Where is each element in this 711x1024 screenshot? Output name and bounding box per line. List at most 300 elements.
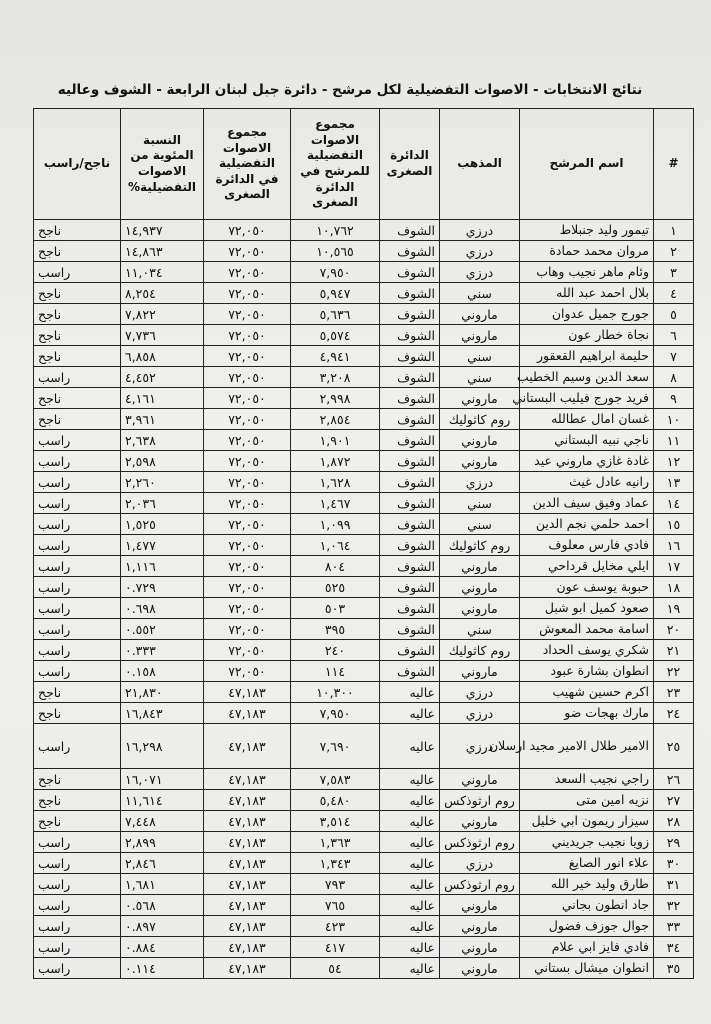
- cell-candidate-name: وئام ماهر نجيب وهاب: [520, 262, 654, 283]
- cell-sect: ماروني: [440, 937, 520, 958]
- cell-district: عاليه: [380, 832, 440, 853]
- cell-district-total: ٤٧,١٨٣: [204, 769, 291, 790]
- table-row: [34, 958, 694, 979]
- table-row: [34, 790, 694, 811]
- cell-district: عاليه: [380, 811, 440, 832]
- table-row: [34, 220, 694, 241]
- cell-candidate-votes: ١,٤٦٧: [291, 493, 380, 514]
- cell-district-total: ٤٧,١٨٣: [204, 937, 291, 958]
- cell-num: ٣: [654, 262, 694, 283]
- cell-candidate-name: نزيه امين متى: [520, 790, 654, 811]
- cell-sect: درزي: [440, 241, 520, 262]
- cell-candidate-votes: ٥٢٥: [291, 577, 380, 598]
- cell-result: راسب: [34, 916, 121, 937]
- cell-candidate-name: مارك بهجات ضو: [520, 703, 654, 724]
- table-row: [34, 811, 694, 832]
- cell-district-total: ٧٢,٠٥٠: [204, 661, 291, 682]
- cell-percentage: ١,١١٦: [121, 556, 204, 577]
- table-row: [34, 661, 694, 682]
- cell-num: ١٠: [654, 409, 694, 430]
- table-row: [34, 472, 694, 493]
- cell-district-total: ٤٧,١٨٣: [204, 958, 291, 979]
- table-row: [34, 388, 694, 409]
- cell-result: راسب: [34, 661, 121, 682]
- cell-sect: روم كاثوليك: [440, 535, 520, 556]
- cell-candidate-name: حبوبة يوسف عون: [520, 577, 654, 598]
- cell-sect: روم ارثوذكس: [440, 874, 520, 895]
- cell-district: الشوف: [380, 598, 440, 619]
- cell-percentage: ٤,١٦١: [121, 388, 204, 409]
- cell-result: ناجح: [34, 409, 121, 430]
- table-row: [34, 514, 694, 535]
- cell-result: راسب: [34, 724, 121, 769]
- cell-district-total: ٧٢,٠٥٠: [204, 325, 291, 346]
- cell-sect: ماروني: [440, 598, 520, 619]
- table-row: [34, 703, 694, 724]
- table-row: [34, 493, 694, 514]
- cell-candidate-name: حليمة ابراهيم القعقور: [520, 346, 654, 367]
- cell-district: عاليه: [380, 703, 440, 724]
- cell-district-total: ٤٧,١٨٣: [204, 811, 291, 832]
- cell-candidate-name: فادي فايز ابي علام: [520, 937, 654, 958]
- cell-sect: ماروني: [440, 958, 520, 979]
- cell-district: عاليه: [380, 958, 440, 979]
- cell-candidate-name: جوال جوزف فضول: [520, 916, 654, 937]
- cell-candidate-name: زويا نجيب جريديني: [520, 832, 654, 853]
- table-header: [34, 109, 694, 220]
- cell-sect: روم ارثوذكس: [440, 832, 520, 853]
- cell-num: ٢٤: [654, 703, 694, 724]
- cell-candidate-name: جاد انطون بجاني: [520, 895, 654, 916]
- cell-district-total: ٤٧,١٨٣: [204, 724, 291, 769]
- cell-candidate-votes: ٧,٩٥٠: [291, 262, 380, 283]
- cell-candidate-name: سعد الدين وسيم الخطيب: [520, 367, 654, 388]
- cell-district: عاليه: [380, 937, 440, 958]
- cell-candidate-name: اسامة محمد المعوش: [520, 619, 654, 640]
- cell-district: الشوف: [380, 283, 440, 304]
- cell-num: ١٤: [654, 493, 694, 514]
- cell-percentage: ٨,٢٥٤: [121, 283, 204, 304]
- cell-result: راسب: [34, 367, 121, 388]
- cell-sect: ماروني: [440, 577, 520, 598]
- cell-district-total: ٧٢,٠٥٠: [204, 430, 291, 451]
- table-body: [34, 220, 694, 979]
- cell-num: ٣٠: [654, 853, 694, 874]
- cell-district: الشوف: [380, 514, 440, 535]
- cell-candidate-votes: ٥,٩٤٧: [291, 283, 380, 304]
- cell-result: راسب: [34, 958, 121, 979]
- cell-result: ناجح: [34, 304, 121, 325]
- table-row: [34, 409, 694, 430]
- cell-result: راسب: [34, 598, 121, 619]
- cell-percentage: ٢,٥٩٨: [121, 451, 204, 472]
- cell-result: راسب: [34, 493, 121, 514]
- cell-percentage: ٣,٩٦١: [121, 409, 204, 430]
- cell-sect: ماروني: [440, 388, 520, 409]
- cell-num: ٥: [654, 304, 694, 325]
- cell-district: عاليه: [380, 916, 440, 937]
- header-row: [34, 109, 694, 220]
- cell-district: عاليه: [380, 724, 440, 769]
- cell-district: الشوف: [380, 535, 440, 556]
- cell-percentage: ٧,٤٤٨: [121, 811, 204, 832]
- cell-num: ٣٥: [654, 958, 694, 979]
- cell-num: ٢٨: [654, 811, 694, 832]
- cell-percentage: ٢,٢٦٠: [121, 472, 204, 493]
- cell-district: الشوف: [380, 577, 440, 598]
- table-row: [34, 535, 694, 556]
- cell-result: راسب: [34, 874, 121, 895]
- cell-candidate-name: نجاة خطار عون: [520, 325, 654, 346]
- cell-num: ٢٥: [654, 724, 694, 769]
- cell-district-total: ٤٧,١٨٣: [204, 916, 291, 937]
- table-row: [34, 262, 694, 283]
- cell-num: ٣٢: [654, 895, 694, 916]
- cell-candidate-votes: ٤,٩٤١: [291, 346, 380, 367]
- cell-percentage: ٢,٨٩٩: [121, 832, 204, 853]
- cell-num: ١٢: [654, 451, 694, 472]
- cell-num: ١٨: [654, 577, 694, 598]
- cell-result: ناجح: [34, 241, 121, 262]
- cell-sect: درزي: [440, 220, 520, 241]
- cell-candidate-votes: ٥,٦٣٦: [291, 304, 380, 325]
- table-row: [34, 682, 694, 703]
- table-row: [34, 346, 694, 367]
- cell-percentage: ٧,٧٣٦: [121, 325, 204, 346]
- cell-candidate-votes: ١,٩٠١: [291, 430, 380, 451]
- cell-percentage: ٠.٨٨٤: [121, 937, 204, 958]
- cell-num: ٧: [654, 346, 694, 367]
- table-row: [34, 640, 694, 661]
- cell-num: ٢١: [654, 640, 694, 661]
- cell-candidate-votes: ٨٠٤: [291, 556, 380, 577]
- table-row: [34, 577, 694, 598]
- table-row: [34, 325, 694, 346]
- cell-candidate-name: ايلي مخايل قرداحي: [520, 556, 654, 577]
- cell-district: عاليه: [380, 874, 440, 895]
- cell-candidate-name: راجي نجيب السعد: [520, 769, 654, 790]
- cell-candidate-name: فريد جورج فيليب البستاني: [520, 388, 654, 409]
- cell-candidate-name: بلال احمد عبد الله: [520, 283, 654, 304]
- cell-sect: ماروني: [440, 451, 520, 472]
- header-result: ناجح/راسب: [34, 109, 121, 220]
- cell-candidate-name: مروان محمد حمادة: [520, 241, 654, 262]
- cell-candidate-votes: ٢,٨٥٤: [291, 409, 380, 430]
- cell-district: عاليه: [380, 682, 440, 703]
- cell-candidate-name: فادي فارس معلوف: [520, 535, 654, 556]
- cell-result: راسب: [34, 640, 121, 661]
- cell-candidate-name: تيمور وليد جنبلاط: [520, 220, 654, 241]
- cell-district: الشوف: [380, 430, 440, 451]
- cell-district-total: ٤٧,١٨٣: [204, 790, 291, 811]
- cell-district: الشوف: [380, 556, 440, 577]
- cell-result: ناجح: [34, 769, 121, 790]
- table-row: [34, 367, 694, 388]
- cell-sect: درزي: [440, 703, 520, 724]
- cell-percentage: ١٤,٨٦٣: [121, 241, 204, 262]
- cell-district: الشوف: [380, 409, 440, 430]
- cell-percentage: ١١,٠٣٤: [121, 262, 204, 283]
- cell-district: عاليه: [380, 790, 440, 811]
- cell-num: ١٩: [654, 598, 694, 619]
- cell-district: الشوف: [380, 619, 440, 640]
- cell-sect: سني: [440, 367, 520, 388]
- cell-percentage: ١٦,٠٧١: [121, 769, 204, 790]
- table-row: [34, 241, 694, 262]
- cell-candidate-name: غسان امال عطالله: [520, 409, 654, 430]
- cell-candidate-name: اكرم حسين شهيب: [520, 682, 654, 703]
- table-row: [34, 895, 694, 916]
- cell-candidate-name: جورج جميل عدوان: [520, 304, 654, 325]
- cell-candidate-votes: ٥,٤٨٠: [291, 790, 380, 811]
- cell-district-total: ٤٧,١٨٣: [204, 874, 291, 895]
- cell-candidate-votes: ٥٤: [291, 958, 380, 979]
- cell-candidate-name: عماد وفيق سيف الدين: [520, 493, 654, 514]
- cell-result: ناجح: [34, 388, 121, 409]
- cell-district-total: ٧٢,٠٥٠: [204, 220, 291, 241]
- cell-num: ١: [654, 220, 694, 241]
- cell-percentage: ٠.١٥٨: [121, 661, 204, 682]
- cell-sect: ماروني: [440, 916, 520, 937]
- cell-candidate-votes: ١,٦٢٨: [291, 472, 380, 493]
- cell-sect: ماروني: [440, 325, 520, 346]
- table-row: [34, 832, 694, 853]
- cell-result: راسب: [34, 514, 121, 535]
- cell-percentage: ١,٦٨١: [121, 874, 204, 895]
- cell-district-total: ٧٢,٠٥٠: [204, 241, 291, 262]
- cell-num: ١٣: [654, 472, 694, 493]
- header-district: الدائرة الصغرى: [380, 109, 440, 220]
- cell-district-total: ٧٢,٠٥٠: [204, 283, 291, 304]
- cell-num: ٩: [654, 388, 694, 409]
- cell-num: ٢٣: [654, 682, 694, 703]
- cell-district-total: ٧٢,٠٥٠: [204, 514, 291, 535]
- cell-percentage: ٠.٥٦٨: [121, 895, 204, 916]
- header-candidate-votes: مجموع الاصوات التفضيلية للمرشح في الدائرة الصغرى: [291, 109, 380, 220]
- cell-candidate-name: غادة غازي ماروني عيد: [520, 451, 654, 472]
- table-row: [34, 556, 694, 577]
- cell-candidate-votes: ١٠,٥٦٥: [291, 241, 380, 262]
- cell-num: ٢٩: [654, 832, 694, 853]
- header-candidate-name: اسم المرشح: [520, 109, 654, 220]
- cell-candidate-name: ناجي نبيه البستاني: [520, 430, 654, 451]
- cell-district: الشوف: [380, 241, 440, 262]
- cell-candidate-votes: ١١٤: [291, 661, 380, 682]
- cell-sect: درزي: [440, 472, 520, 493]
- cell-num: ٢٧: [654, 790, 694, 811]
- cell-percentage: ١٦,٢٩٨: [121, 724, 204, 769]
- results-table: [33, 108, 694, 979]
- cell-sect: سني: [440, 493, 520, 514]
- cell-percentage: ١٦,٨٤٣: [121, 703, 204, 724]
- cell-percentage: ٢,٦٣٨: [121, 430, 204, 451]
- table-row: [34, 283, 694, 304]
- cell-district-total: ٧٢,٠٥٠: [204, 409, 291, 430]
- cell-district: الشوف: [380, 472, 440, 493]
- cell-sect: ماروني: [440, 769, 520, 790]
- cell-district: الشوف: [380, 346, 440, 367]
- cell-candidate-votes: ١٠,٧٦٢: [291, 220, 380, 241]
- cell-percentage: ٠.١١٤: [121, 958, 204, 979]
- cell-result: ناجح: [34, 703, 121, 724]
- cell-district: الشوف: [380, 325, 440, 346]
- cell-sect: روم ارثوذكس: [440, 790, 520, 811]
- cell-candidate-name: صعود كميل ابو شبل: [520, 598, 654, 619]
- cell-sect: روم كاثوليك: [440, 640, 520, 661]
- cell-candidate-votes: ٣,٢٠٨: [291, 367, 380, 388]
- table-row: [34, 874, 694, 895]
- cell-district: الشوف: [380, 661, 440, 682]
- cell-sect: ماروني: [440, 430, 520, 451]
- cell-district-total: ٧٢,٠٥٠: [204, 556, 291, 577]
- cell-result: راسب: [34, 832, 121, 853]
- header-sect: المذهب: [440, 109, 520, 220]
- cell-district-total: ٤٧,١٨٣: [204, 895, 291, 916]
- cell-district-total: ٧٢,٠٥٠: [204, 598, 291, 619]
- cell-result: ناجح: [34, 346, 121, 367]
- cell-candidate-votes: ٤٢٣: [291, 916, 380, 937]
- cell-num: ٤: [654, 283, 694, 304]
- cell-result: راسب: [34, 535, 121, 556]
- table-row: [34, 598, 694, 619]
- cell-percentage: ٧,٨٢٢: [121, 304, 204, 325]
- cell-num: ٣٣: [654, 916, 694, 937]
- cell-result: ناجح: [34, 682, 121, 703]
- cell-percentage: ٢,٨٤٦: [121, 853, 204, 874]
- cell-sect: ماروني: [440, 895, 520, 916]
- cell-sect: روم كاثوليك: [440, 409, 520, 430]
- cell-candidate-votes: ٧,٥٨٣: [291, 769, 380, 790]
- cell-result: راسب: [34, 472, 121, 493]
- cell-candidate-name: علاء انور الصايغ: [520, 853, 654, 874]
- cell-percentage: ٠.٦٩٨: [121, 598, 204, 619]
- cell-result: راسب: [34, 577, 121, 598]
- cell-percentage: ٠.٣٣٣: [121, 640, 204, 661]
- cell-sect: سني: [440, 514, 520, 535]
- header-district-total: مجموع الاصوات التفضيلية في الدائرة الصغرى: [204, 109, 291, 220]
- cell-district-total: ٧٢,٠٥٠: [204, 346, 291, 367]
- cell-result: راسب: [34, 853, 121, 874]
- cell-district-total: ٤٧,١٨٣: [204, 853, 291, 874]
- cell-candidate-votes: ١٠,٣٠٠: [291, 682, 380, 703]
- cell-result: ناجح: [34, 790, 121, 811]
- cell-candidate-votes: ٣٩٥: [291, 619, 380, 640]
- cell-candidate-name: شكري يوسف الحداد: [520, 640, 654, 661]
- cell-district-total: ٧٢,٠٥٠: [204, 472, 291, 493]
- cell-district: عاليه: [380, 769, 440, 790]
- cell-result: راسب: [34, 430, 121, 451]
- cell-num: ٢٢: [654, 661, 694, 682]
- cell-candidate-votes: ٤١٧: [291, 937, 380, 958]
- cell-sect: ماروني: [440, 304, 520, 325]
- table-row: [34, 769, 694, 790]
- cell-district-total: ٧٢,٠٥٠: [204, 577, 291, 598]
- cell-percentage: ١,٤٧٧: [121, 535, 204, 556]
- cell-candidate-votes: ١,٠٦٤: [291, 535, 380, 556]
- cell-candidate-name: الامير طلال الامير مجيد ارسلان: [520, 724, 654, 769]
- cell-district-total: ٧٢,٠٥٠: [204, 493, 291, 514]
- cell-num: ٨: [654, 367, 694, 388]
- cell-percentage: ٠.٧٢٩: [121, 577, 204, 598]
- cell-sect: ماروني: [440, 556, 520, 577]
- cell-result: ناجح: [34, 811, 121, 832]
- table-row: [34, 619, 694, 640]
- cell-num: ١٥: [654, 514, 694, 535]
- cell-district-total: ٤٧,١٨٣: [204, 832, 291, 853]
- header-num: #: [654, 109, 694, 220]
- cell-percentage: ٠.٥٥٢: [121, 619, 204, 640]
- cell-sect: درزي: [440, 262, 520, 283]
- cell-candidate-votes: ١,٠٩٩: [291, 514, 380, 535]
- cell-sect: ماروني: [440, 661, 520, 682]
- cell-result: ناجح: [34, 220, 121, 241]
- cell-result: راسب: [34, 556, 121, 577]
- cell-percentage: ١١,٦١٤: [121, 790, 204, 811]
- cell-candidate-votes: ٧,٦٩٠: [291, 724, 380, 769]
- cell-candidate-votes: ١,٣٦٣: [291, 832, 380, 853]
- cell-result: راسب: [34, 451, 121, 472]
- table-row: [34, 451, 694, 472]
- cell-num: ١١: [654, 430, 694, 451]
- cell-sect: سني: [440, 283, 520, 304]
- cell-percentage: ٢,٠٣٦: [121, 493, 204, 514]
- cell-sect: درزي: [440, 853, 520, 874]
- cell-district-total: ٧٢,٠٥٠: [204, 535, 291, 556]
- cell-district-total: ٧٢,٠٥٠: [204, 262, 291, 283]
- cell-district-total: ٧٢,٠٥٠: [204, 304, 291, 325]
- cell-district-total: ٧٢,٠٥٠: [204, 619, 291, 640]
- cell-candidate-name: رانيه عادل غيث: [520, 472, 654, 493]
- cell-candidate-votes: ٥٠٣: [291, 598, 380, 619]
- cell-district-total: ٤٧,١٨٣: [204, 682, 291, 703]
- cell-candidate-name: احمد حلمي نجم الدين: [520, 514, 654, 535]
- cell-sect: درزي: [440, 724, 520, 769]
- header-percentage: النسبة المئوية من الاصوات التفضيلية%: [121, 109, 204, 220]
- cell-candidate-name: سيزار ريمون ابي خليل: [520, 811, 654, 832]
- cell-candidate-votes: ٧٩٣: [291, 874, 380, 895]
- cell-candidate-votes: ٧,٩٥٠: [291, 703, 380, 724]
- cell-candidate-votes: ١,٨٧٢: [291, 451, 380, 472]
- cell-district: الشوف: [380, 451, 440, 472]
- cell-district: الشوف: [380, 262, 440, 283]
- cell-result: راسب: [34, 937, 121, 958]
- table-row: [34, 853, 694, 874]
- cell-candidate-name: انطوان بشارة عبود: [520, 661, 654, 682]
- cell-num: ٢: [654, 241, 694, 262]
- cell-result: ناجح: [34, 325, 121, 346]
- table-row: [34, 916, 694, 937]
- cell-candidate-votes: ١,٣٤٣: [291, 853, 380, 874]
- cell-result: راسب: [34, 895, 121, 916]
- cell-num: ٢٦: [654, 769, 694, 790]
- cell-percentage: ١,٥٢٥: [121, 514, 204, 535]
- cell-candidate-votes: ٧٦٥: [291, 895, 380, 916]
- cell-num: ٦: [654, 325, 694, 346]
- cell-candidate-votes: ٥,٥٧٤: [291, 325, 380, 346]
- cell-candidate-name: انطوان ميشال بستاني: [520, 958, 654, 979]
- cell-candidate-votes: ٢٤٠: [291, 640, 380, 661]
- cell-district: الشوف: [380, 388, 440, 409]
- cell-num: ٢٠: [654, 619, 694, 640]
- table-row: [34, 430, 694, 451]
- cell-sect: درزي: [440, 682, 520, 703]
- cell-district: الشوف: [380, 493, 440, 514]
- cell-district: الشوف: [380, 367, 440, 388]
- cell-district-total: ٤٧,١٨٣: [204, 703, 291, 724]
- cell-candidate-name: طارق وليد خير الله: [520, 874, 654, 895]
- cell-result: راسب: [34, 262, 121, 283]
- cell-percentage: ٦,٨٥٨: [121, 346, 204, 367]
